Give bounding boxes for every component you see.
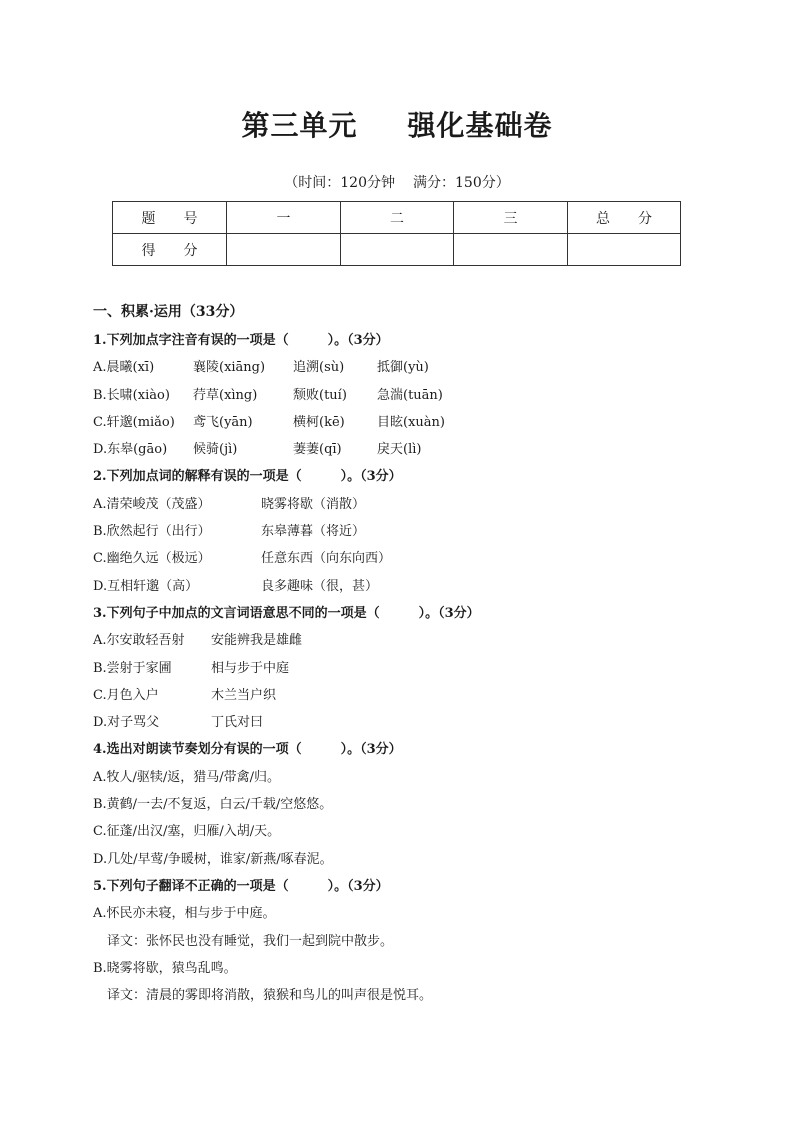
option-row: A.牧人/驱犊/返，猎马/带禽/归。 bbox=[93, 769, 281, 785]
option-row: D.东皋(gāo) 候骑(jì) 萋萋(qī) 戾天(lì) bbox=[93, 442, 422, 458]
score-table-cell: 二 bbox=[341, 202, 454, 234]
option-row: B.晓雾将歇，猿鸟乱鸣。 bbox=[93, 960, 237, 976]
score-table-cell: 一 bbox=[227, 202, 341, 234]
exam-time: （时间：120分钟 bbox=[284, 175, 395, 191]
score-table-cell: 三 bbox=[454, 202, 568, 234]
translation-line: 译文：张怀民也没有睡觉，我们一起到院中散步。 bbox=[107, 933, 394, 949]
score-table-cell: 题 号 bbox=[113, 202, 227, 234]
question-stem: 1.下列加点字注音有误的一项是（ ）。（3分） bbox=[93, 333, 389, 348]
question-stem: 4.选出对朗读节奏划分有误的一项（ ）。（3分） bbox=[93, 742, 402, 758]
question-stem: 2.下列加点词的解释有误的一项是（ ）。（3分） bbox=[93, 469, 402, 485]
score-input-cell[interactable] bbox=[454, 234, 568, 266]
question-stem: 5.下列句子翻译不正确的一项是（ ）。（3分） bbox=[93, 878, 389, 894]
score-table-cell: 得 分 bbox=[113, 234, 227, 266]
score-input-cell[interactable] bbox=[341, 234, 454, 266]
option-row: A.晨曦(xī) 襄陵(xiāng) 追溯(sù) 抵御(yù) bbox=[93, 360, 429, 376]
option-row: D.对子骂父 丁氏对曰 bbox=[93, 715, 264, 731]
option-row: D.几处/早莺/争暖树，谁家/新燕/啄春泥。 bbox=[93, 851, 333, 867]
score-table-cell: 总 分 bbox=[568, 202, 681, 234]
score-table-score-row bbox=[113, 234, 681, 266]
score-input-cell[interactable] bbox=[227, 234, 341, 266]
score-table-header-row bbox=[113, 202, 681, 234]
section-heading: 一、积累·运用（33分） bbox=[93, 304, 244, 320]
option-row: B.尝射于家圃 相与步于中庭 bbox=[93, 660, 290, 676]
exam-info bbox=[0, 172, 794, 192]
option-row: D.互相轩邈（高） 良多趣味（很，甚） bbox=[93, 578, 379, 594]
score-input-cell[interactable] bbox=[568, 234, 681, 266]
question-body bbox=[93, 297, 733, 1009]
option-row: C.幽绝久远（极远） 任意东西（向东向西） bbox=[93, 551, 392, 567]
option-row: A.尔安敢轻吾射 安能辨我是雄雌 bbox=[93, 633, 303, 649]
question-stem: 3.下列句子中加点的文言词语意思不同的一项是（ ）。（3分） bbox=[93, 605, 480, 621]
option-row: B.长啸(xiào) 荇草(xìng) 颓败(tuí) 急湍(tuān) bbox=[93, 387, 443, 403]
exam-full-score: 满分：150分） bbox=[413, 175, 510, 191]
option-row: B.黄鹤/一去/不复返，白云/千载/空悠悠。 bbox=[93, 797, 333, 813]
option-row: C.征蓬/出汉/塞，归雁/入胡/天。 bbox=[93, 824, 281, 840]
title-part2: 强化基础卷 bbox=[407, 109, 553, 142]
score-table bbox=[112, 201, 681, 266]
translation-line: 译文：清晨的雾即将消散，猿猴和鸟儿的叫声很是悦耳。 bbox=[107, 988, 433, 1004]
title-part1: 第三单元 bbox=[241, 109, 358, 142]
option-row: A.清荣峻茂（茂盛） 晓雾将歇（消散） bbox=[93, 496, 366, 512]
option-row: B.欣然起行（出行） 东皋薄暮（将近） bbox=[93, 524, 366, 540]
option-row: C.轩邈(miǎo) 鸢飞(yān) 横柯(kē) 目眩(xuàn) bbox=[93, 414, 445, 430]
option-row: C.月色入户 木兰当户织 bbox=[93, 687, 277, 703]
page-title bbox=[0, 104, 794, 144]
option-row: A.怀民亦未寝，相与步于中庭。 bbox=[93, 906, 276, 922]
